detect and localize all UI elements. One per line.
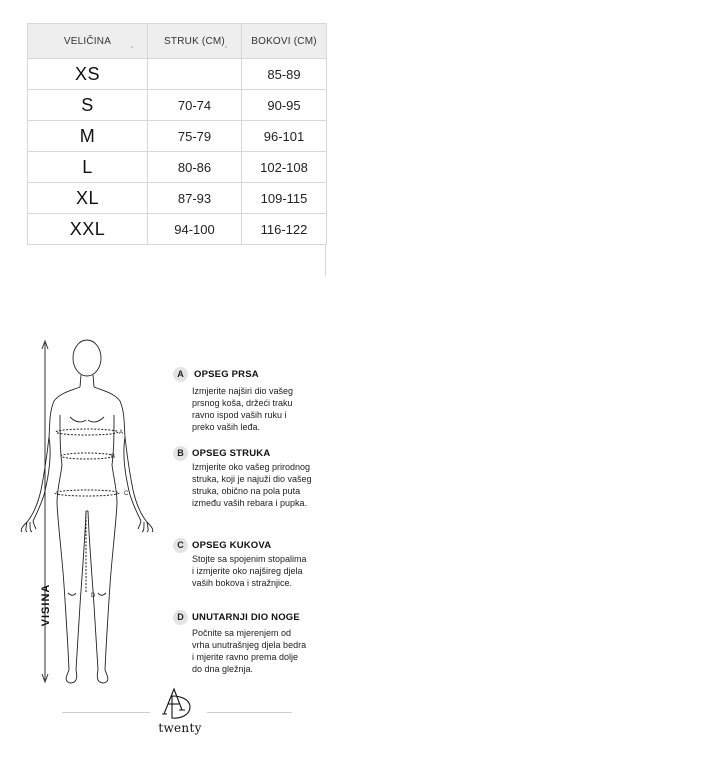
waist-cell: 87-93	[148, 183, 242, 214]
chest-band	[56, 429, 118, 435]
letter-badge: A	[173, 367, 188, 382]
hip-band	[55, 490, 119, 496]
description-line: vrha unutrašnjeg djela bedra	[192, 640, 307, 650]
brand-wordmark: twenty	[158, 721, 202, 735]
height-label	[37, 583, 55, 627]
hips-cell: 102-108	[242, 152, 327, 183]
header-dot	[131, 46, 133, 48]
waist-cell	[148, 59, 242, 90]
measurement-description	[192, 461, 332, 509]
hips-cell: 116-122	[242, 214, 327, 245]
description-line: Počnite sa mjerenjem od	[192, 628, 292, 638]
body-measurement-figure	[0, 325, 170, 695]
figure-markers	[91, 430, 129, 599]
table-row	[28, 59, 327, 90]
size-cell: S	[28, 90, 148, 121]
description-line: do dna gležnja.	[192, 664, 254, 674]
header-size	[28, 24, 148, 59]
measurement-description	[192, 627, 332, 675]
measurement-title: UNUTARNJI DIO NOGE	[192, 611, 300, 623]
waist-band	[61, 453, 116, 460]
hips-cell: 96-101	[242, 121, 327, 152]
description-line: i mjerite ravno prema dolje	[192, 652, 299, 662]
size-cell: XL	[28, 183, 148, 214]
description-line: prsnog koša, držeći traku	[192, 398, 293, 408]
description-line: između vaših rebara i pupka.	[192, 498, 308, 508]
hips-cell: 90-95	[242, 90, 327, 121]
measurement-description	[192, 553, 332, 589]
marker-c: C	[124, 491, 129, 497]
measurement-chest	[173, 366, 343, 433]
description-line: struka, koji je najuži dio vašeg	[192, 474, 312, 484]
table-row	[28, 152, 327, 183]
table-row	[28, 121, 327, 152]
description-line: preko vaših leđa.	[192, 422, 261, 432]
logo-rule-left	[62, 712, 150, 713]
header-hips-label: BOKOVI (CM)	[251, 35, 317, 47]
table-row	[28, 214, 327, 245]
marker-b: B	[111, 454, 116, 460]
header-dot	[225, 46, 227, 48]
description-line: Izmjerite najširi dio vašeg	[192, 386, 294, 396]
table-row	[28, 90, 327, 121]
size-cell: M	[28, 121, 148, 152]
waist-cell: 75-79	[148, 121, 242, 152]
header-size-label: VELIČINA	[63, 35, 112, 47]
header-waist-label: STRUK (CM)	[164, 35, 225, 47]
figure-outline	[21, 340, 153, 683]
description-line: Stojte sa spojenim stopalima	[192, 554, 307, 564]
description-line: struka, obično na pola puta	[192, 486, 301, 496]
measurement-hips	[173, 537, 343, 589]
header-hips	[242, 24, 327, 59]
hips-cell: 109-115	[242, 183, 327, 214]
letter-badge: D	[173, 610, 188, 625]
size-cell: L	[28, 152, 148, 183]
logo-rule-right	[207, 712, 292, 713]
marker-a: A	[119, 430, 124, 436]
letter-badge: C	[173, 538, 188, 553]
measurement-title: OPSEG STRUKA	[192, 447, 271, 459]
measurement-title: OPSEG PRSA	[194, 368, 259, 380]
measurement-waist	[173, 445, 343, 509]
height-label-text: VISINA	[40, 583, 52, 627]
waist-cell: 80-86	[148, 152, 242, 183]
measurement-description	[192, 385, 332, 433]
size-cell: XS	[28, 59, 148, 90]
table-divider-line	[325, 245, 326, 276]
description-line: ravno ispod vaših ruku i	[192, 410, 287, 420]
measurement-title: OPSEG KUKOVA	[192, 539, 272, 551]
size-chart-table	[27, 23, 327, 245]
description-line: Izmjerite oko vašeg prirodnog	[192, 462, 311, 472]
marker-d: D	[91, 593, 96, 599]
description-line: vaših bokova i stražnjice.	[192, 578, 293, 588]
hips-cell: 85-89	[242, 59, 327, 90]
letter-badge: B	[173, 446, 188, 461]
table-row	[28, 183, 327, 214]
size-cell: XXL	[28, 214, 148, 245]
waist-cell: 70-74	[148, 90, 242, 121]
table-header-row	[28, 24, 327, 59]
measurement-inseam	[173, 609, 343, 675]
waist-cell: 94-100	[148, 214, 242, 245]
description-line: i izmjerite oko najšireg djela	[192, 566, 303, 576]
header-waist	[148, 24, 242, 59]
body-outline-illustration	[0, 325, 170, 695]
brand-monogram-logo	[158, 686, 198, 722]
